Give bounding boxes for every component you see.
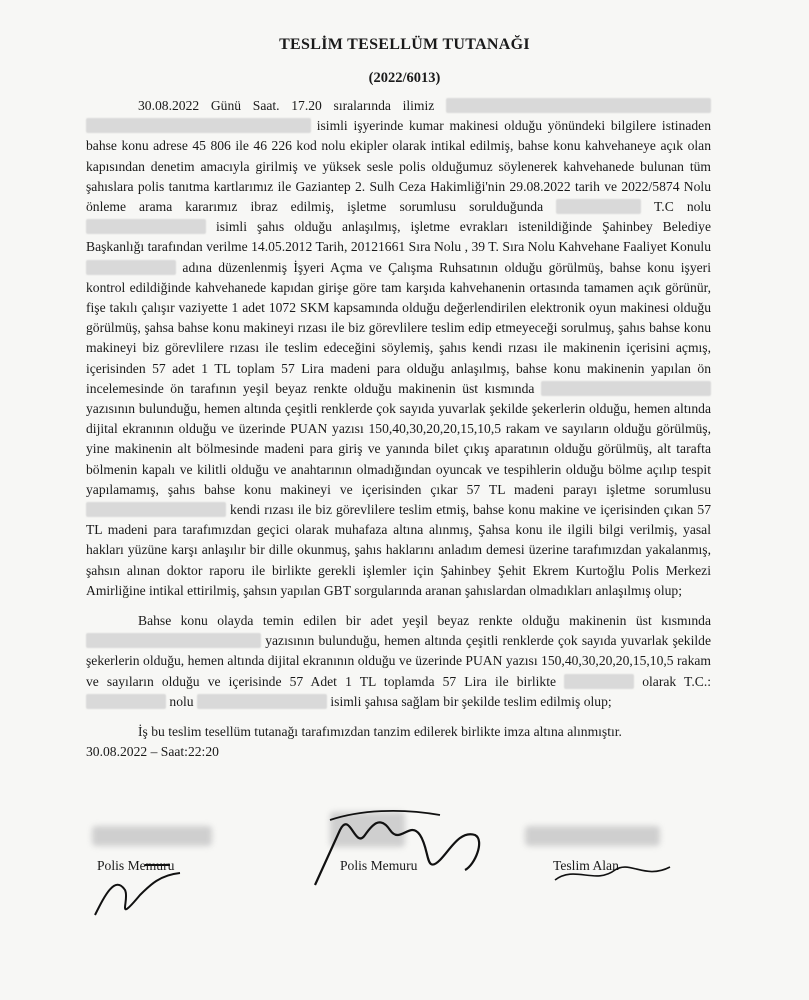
signature-middle-icon xyxy=(300,790,500,900)
redacted-item xyxy=(564,674,634,689)
p2-text-2: yazısının bulunduğu, hemen altında çeşitli renklerde çok sayıda yuvarlak şekilde şekerlerin olduğu, hemen altında dijital ekranının olduğu ve üzerinde PUAN yazısı 150,40,30,20,20,15,10,5 rakam ve sayıların olduğu ve içerisinde 57 Adet 1 TL toplamda 57 Lira ile birlikte xyxy=(86,633,711,689)
p2-text-1: Bahse konu olayda temin edilen bir adet yeşil beyaz renkte olduğu makinenin üst kısmında xyxy=(138,613,711,629)
redacted-name-3 xyxy=(86,502,226,517)
signature-label-middle: Polis Memuru xyxy=(340,858,418,873)
redacted-id-1 xyxy=(556,199,641,214)
p1-text-1: 30.08.2022 Günü Saat. 17.20 sıralarında ilimiz xyxy=(138,98,435,113)
redacted-id-2 xyxy=(86,694,166,709)
signature-label-right: Teslim Alan xyxy=(553,858,619,873)
redacted-brand-1 xyxy=(541,381,711,396)
p1-text-2: isimli işyerinde kumar makinesi olduğu yönündeki bilgilere istinaden bahse konu adrese 45 806 ile 46 226 kod nolu ekipler olarak intikal edilmiş, bahse konu kahvehaneye açık olan kapısından denetim amacıyla girilmiş ve yüksek sesle polis olduğumuz söylenerek kahvehanede bulunan tüm şahıslara polis tanıtma kartlarımız ile Gaziantep 2. Sulh Ceza Hakimliği'nin 29.08.2022 tarih ve 2022/5874 Nolu önleme arama kararımız ibraz edilmiş, işletme sorumlusu sorulduğunda xyxy=(86,118,711,215)
redacted-business-name xyxy=(86,118,311,133)
p1-text-7: kendi rızası ile biz görevlilere teslim etmiş, bahse konu makine ve içerisinden çıkan 57 TL madeni para tarafımızdan geçici olarak muhafaza altına alınmış, Şahsa konu ile ilgili bilgi verilmiş, yasal hakları yüzüne karşı anlaşılır bir dille okunmuş, şahıs haklarını anladım demesi üzerine tarafımızdan yakalanmış, şahsın alınan doktor raporu ile birlikte gerekli işlemler için Şahinbey Şehit Ekrem Kurtoğlu Polis Merkezi Amirliğine intikal ettirilmiş, şahsın yapılan GBT sorgularında aranan şahıslardan olmadıkları anlaşılmış olup; xyxy=(86,502,711,598)
redacted-name-4 xyxy=(197,694,327,709)
redacted-name-2 xyxy=(86,260,176,275)
p1-text-3: T.C nolu xyxy=(654,199,711,215)
paragraph-3: İş bu teslim tesellüm tutanağı tarafımızdan tanzim edilerek birlikte imza altına alınmıştır. xyxy=(138,724,622,740)
signature-right-icon xyxy=(545,845,685,905)
paragraph-1 xyxy=(86,96,711,601)
redacted-brand-2 xyxy=(86,633,261,648)
paragraph-2 xyxy=(86,611,711,712)
document-title: TESLİM TESELLÜM TUTANAĞI xyxy=(279,36,530,53)
redacted-name-1 xyxy=(86,219,206,234)
signature-left-icon xyxy=(85,855,205,935)
p2-text-5: isimli şahısa sağlam bir şekilde teslim edilmiş olup; xyxy=(330,693,612,709)
p1-text-4: isimli şahıs olduğu anlaşılmış, işletme evrakları istenildiğinde Şahinbey Belediye Başkanlığı tarafından verilme 14.05.2012 Tarih, 20121661 Sıra Nolu , 39 T. Sıra Nolu Kahvehane Faaliyet Konulu xyxy=(86,219,711,255)
blurred-name-left xyxy=(92,826,212,846)
signature-label-left: Polis Memuru xyxy=(97,858,175,873)
p1-text-5: adına düzenlenmiş İşyeri Açma ve Çalışma Ruhsatının olduğu görülmüş, bahse konu işyeri kontrol edildiğinde kahvehanede kapıdan girişe göre tam karşıda kahvehanenin ortasında tamamen açık görünür, fişe takılı çalışır vaziyette 1 adet 1072 SKM kapsamında olduğu değerlendirilen elektronik oyun makinesi olduğu görülmüş, şahsa bahse konu makineyi rızası ile biz görevlilere teslim edip etmeyeceği sorulmuş, şahıs bahse konu makineyi biz görevlilere rızası ile teslim edeceğini söylemiş, şahıs kendi rızası ile makinenin içerisini açmış, içerisinden 57 adet 1 TL toplam 57 Lira madeni para olduğu anlaşılmış, bahse konu makinenin yapılan ön incelemesinde ön tarafının yeşil beyaz renkte olduğu makinenin üst kısmında xyxy=(86,259,711,396)
document-number: (2022/6013) xyxy=(368,70,441,86)
document-body xyxy=(86,96,711,763)
p2-text-4: nolu xyxy=(169,693,194,709)
p1-text-6: yazısının bulunduğu, hemen altında çeşitli renklerde çok sayıda yuvarlak şekilde şekerlerin olduğu, hemen altında dijital ekranının olduğu ve üzerinde PUAN yazısı 150,40,30,20,20,15,10,5 rakam ve sayıların olduğu görülmüş, yine makinenin alt bölmesinde madeni para giriş ve yanında bilet çıkış aparatının olduğu görülmüş, alt tarafta bölmenin kapalı ve kilitli olduğu ve anahtarının olmadığından oyuncak ve tespihlerin olduğu bölme açılıp tespit yapılamamış, şahıs bahse konu makineyi ve içerisinden çıkar 57 TL madeni parayı işletme sorumlusu xyxy=(86,401,711,497)
redacted-address xyxy=(446,98,711,113)
p2-text-3: olarak T.C.: xyxy=(642,673,711,689)
blurred-name-right xyxy=(525,826,660,846)
closing-datetime: 30.08.2022 – Saat:22:20 xyxy=(86,744,219,760)
